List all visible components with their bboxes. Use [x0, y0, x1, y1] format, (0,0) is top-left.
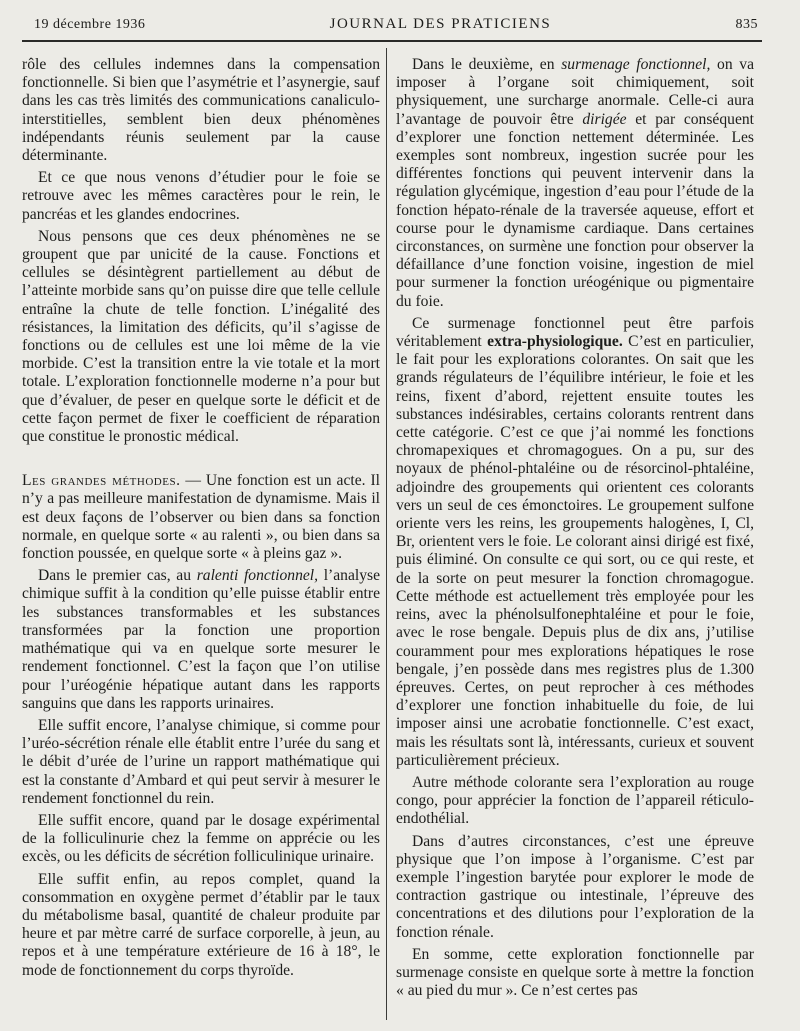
- text-run: Dans le premier cas, au: [38, 567, 197, 585]
- paragraph: Elle suffit encore, quand par le dosage expérimental de la folliculinurie chez la femme on apprécie ou les excès, ou les déficits de sécrétion folliculinique urinaire.: [22, 811, 380, 866]
- page-number: 835: [735, 17, 758, 32]
- paragraph: Autre méthode colorante sera l’exploration au rouge congo, pour apprécier la fonction de l’appareil réticulo-endothélial.: [396, 773, 754, 828]
- journal-title: JOURNAL DES PRATICIENS: [329, 16, 552, 32]
- paragraph: Et ce que nous venons d’étudier pour le foie se retrouve avec les mêmes caractères pour le rein, le pancréas et les glandes endocrines.: [22, 169, 380, 223]
- section-heading: Les grandes méthodes.: [22, 472, 181, 490]
- text-run: C’est en particulier, le fait pour les explorations colorantes. On sait que les grands régulateurs de l’équilibre intérieur, le foie et les reins, fixent d’abord, rejettent ensuite toutes les substances indésirables, certains colorants rentrent dans cette catégorie. C’est ce que j’ai nommé les fonctions chromapexiques et chromagogues. On a pu, sur des noyaux de phénol-phtaléine ou de résorcinol-phtaléine, adjoindre des groupements qui orientent ces colorants vers un seul de ces émonctoires. Le groupement sulfone oriente vers les reins, les groupements halogènes, I, Cl, Br, orientent vers le foie. Le colorant ainsi dirigé est fixé, puis éliminé. On consulte ce qui sort, ou ce qui reste, et de la sorte on peut mesurer la fonction chromagogue. Cette méthode est actuellement très employée pour les reins, avec la phénolsulfonephtaléine et pour le foie, avec le rose bengale. Depuis plus de dix ans, j’utilise couramment pour mes explorations hépatiques le rose bengale, j’en possède dans mes registres plus de 1.300 épreuves. Certes, on peut reprocher à ces méthodes d’explorer une fonction inhabituelle du foie, de lui imposer ainsi une acrobatie fonctionnelle. C’est exact, mais les résultats sont là, intéressants, curieux et souvent particulièrement précieux.: [396, 333, 754, 769]
- paragraph: En somme, cette exploration fonctionnelle par surmenage consiste en quelque sorte à mettre la fonction « au pied du mur ». Ce n’est certes pas: [396, 945, 754, 1000]
- italic-term: ralenti fonctionnel,: [196, 567, 319, 585]
- italic-term: dirigée: [582, 110, 627, 128]
- text-run: et par conséquent d’explorer une fonction nettement déterminée. Les exemples sont nombreux, ingestion sucrée pour les différentes fonctions qui peuvent intervenir dans la régulation glycémique, ingestion d’eau pour l’étude de la fonction hépato-rénale de la traversée aqueuse, effort et course pour le dynamisme cardiaque. Dans certaines circonstances, on surmène une fonction pour observer la défaillance d’une fonction voisine, ingestion de miel pour surmener la fonction uréogénique ou pigmentaire du foie.: [396, 110, 754, 310]
- paragraph: [396, 56, 754, 311]
- text-run: Ce surmenage fonctionnel peut être parfois véritablement: [396, 314, 754, 351]
- header-date: 19 décembre 1936: [34, 17, 146, 32]
- text-run: Dans le deuxième, en: [412, 56, 562, 73]
- paragraph: Elle suffit encore, l’analyse chimique, si comme pour l’uréo-sécrétion rénale elle établit entre l’urée du sang et le débit d’urée de l’urine un rapport mathématique qui est la constante d’Ambard et qui peut servir à mesurer le rendement fonctionnel du rein.: [22, 716, 380, 807]
- italic-term: surmenage fonctionnel,: [561, 56, 711, 73]
- header-rule: [22, 40, 762, 42]
- section-text: — Une fonction est un acte. Il n’y a pas meilleure manifestation de dynamisme. Mais il est deux façons de l’observer ou bien dans sa fonction normale, en quelque sorte « au ralenti », ou bien dans sa fonction poussée, en quelque sorte « à pleins gaz ».: [22, 472, 380, 563]
- paragraph: rôle des cellules indemnes dans la compensation fonctionnelle. Si bien que l’asymétrie et l’asynergie, sauf dans les cas très limités des communications canaliculo-interstitielles, semblent bien deux phénomènes indépendants réunis seulement par la cause déterminante.: [22, 56, 380, 165]
- section-paragraph: [22, 472, 380, 563]
- left-column: [22, 56, 380, 984]
- paragraph: Dans d’autres circonstances, c’est une épreuve physique que l’on impose à l’organisme. C’est par exemple l’ingestion barytée pour explorer le mode de contraction gastrique ou intestinale, l’épreuve des concentrations et des dilutions pour l’exploration de la fonction rénale.: [396, 832, 754, 941]
- section-gap: [22, 450, 380, 472]
- page-header: [34, 16, 758, 33]
- text-run: l’analyse chimique suffit à la condition qu’elle puisse établir entre les substances transformables et les substances transformées par la fonction une proportion mathématique qui va en quelque sorte mesurer le rendement fonctionnel. C’est la façon que l’on utilise pour l’uréogénie hépatique autant dans les rapports sanguins que dans les rapports urinaires.: [22, 567, 381, 712]
- paragraph: Elle suffit enfin, au repos complet, quand la consommation en oxygène permet d’établir par le taux du métabolisme basal, quantité de chaleur produite par heure et par mètre carré de surface corporelle, à jeun, au repos et à une température extérieure de 16 à 18°, le mode de fonctionnement du corps thyroïde.: [22, 870, 380, 979]
- column-divider: [386, 48, 387, 1020]
- paragraph: [22, 567, 380, 713]
- paragraph: [396, 315, 754, 770]
- right-column: [396, 56, 754, 1004]
- paragraph: Nous pensons que ces deux phénomènes ne se groupent que par unicité de la cause. Fonctions et cellules se désintègrent partiellement au début de l’atteinte morbide sans qu’on puisse dire que telle cellule entraîne la chute de telle fonction. L’inégalité des résistances, la limitation des déficits, qu’il s’agisse de fonctions ou de cellules est une loi même de la vie morbide. C’est la transition entre la vie totale et la mort totale. L’exploration fonctionnelle moderne n’a pour but que d’évaluer, de peser en quelque sorte le déficit et de cette façon permet de fixer le coefficient de réparation que constitue le pronostic médical.: [22, 227, 380, 446]
- bold-term: extra-physiologique.: [487, 333, 623, 351]
- text-run: on va imposer à l’organe soit chimiquement, soit physiquement, une surcharge anormale. Celle-ci aura l’avantage de pouvoir être: [396, 56, 754, 128]
